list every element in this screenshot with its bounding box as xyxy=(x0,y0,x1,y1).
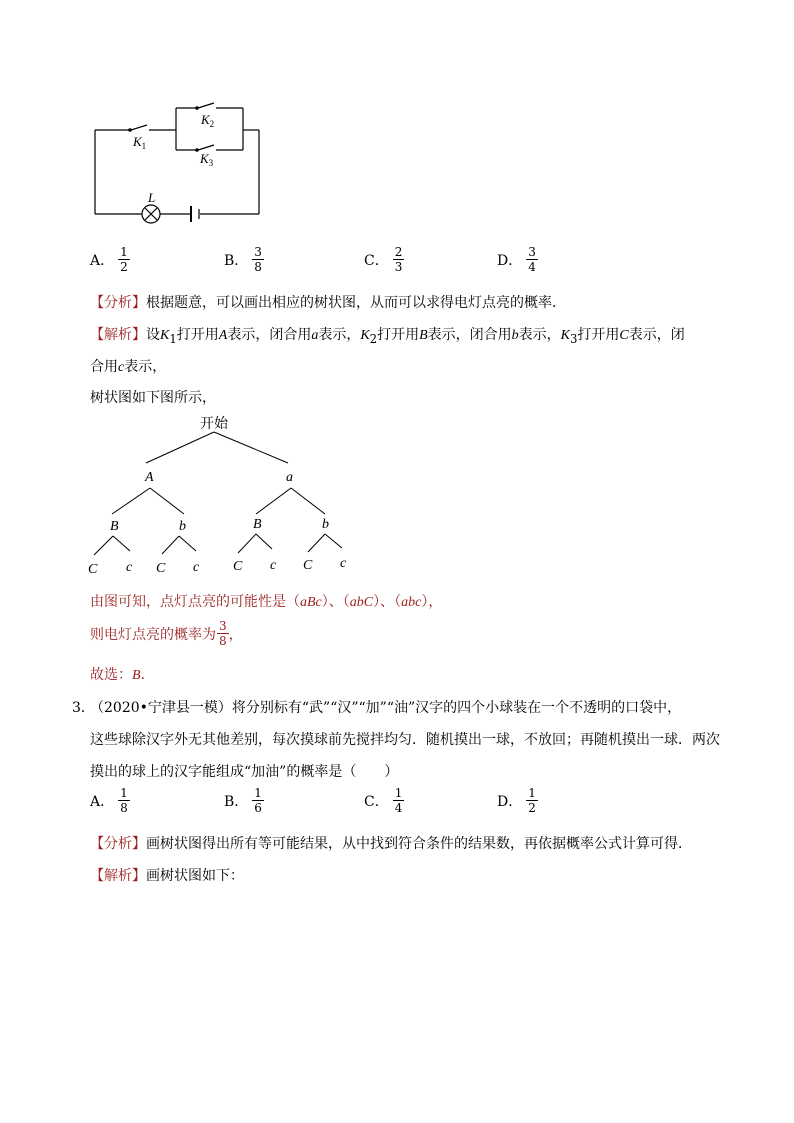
text: ）、（ xyxy=(373,594,402,610)
text: 表示，闭合用 xyxy=(227,327,312,343)
solution-tag: 【解析】 xyxy=(90,868,146,884)
var-k: K xyxy=(360,328,370,343)
q3-line2: 这些球除汉字外无其他差别，每次摸球前先搅拌均匀．随机摸出一球，不放回；再随机摸出一球．两次 xyxy=(90,732,720,748)
analysis-tag: 【分析】 xyxy=(90,295,146,311)
q3-option-b[interactable] xyxy=(224,787,264,814)
text: 表示， xyxy=(518,327,561,343)
var: B xyxy=(132,668,141,683)
k1-label: $K_1$ xyxy=(133,134,147,151)
tree-node: b xyxy=(322,517,329,532)
var: A xyxy=(218,328,228,343)
text: 打开用 xyxy=(377,327,420,343)
option-letter: C． xyxy=(364,252,389,269)
var: C xyxy=(619,328,629,343)
var: abc xyxy=(401,595,422,610)
analysis-text: 画树状图得出所有等可能结果，从中找到符合条件的结果数，再依据概率公式计算可得． xyxy=(146,836,692,852)
analysis-tag: 【分析】 xyxy=(90,836,146,852)
text: ， xyxy=(228,626,243,643)
tree-node: a xyxy=(286,470,293,485)
subscript: 2 xyxy=(369,331,378,346)
q3-option-a[interactable] xyxy=(90,787,130,814)
text: 打开用 xyxy=(176,327,219,343)
text: 设 xyxy=(146,327,160,343)
var: a xyxy=(311,328,319,343)
q2-conclusion2 xyxy=(90,620,243,647)
tree-node: C xyxy=(233,559,243,574)
tree-node: c xyxy=(340,556,347,571)
option-fraction: $\frac{1}{2}$ xyxy=(528,786,536,815)
lamp-label: L xyxy=(148,190,156,205)
option-fraction: $\frac{3}{8}$ xyxy=(254,245,262,274)
q3-solution xyxy=(90,865,244,885)
tree-node: c xyxy=(270,558,277,573)
option-letter: B． xyxy=(224,252,249,269)
option-letter: D． xyxy=(497,793,523,810)
text: 打开用 xyxy=(577,327,620,343)
option-fraction: $\frac{2}{3}$ xyxy=(394,245,403,274)
tree-node: A xyxy=(145,470,154,485)
option-fraction: $\frac{1}{2}$ xyxy=(120,245,128,274)
option-letter: C． xyxy=(364,793,389,810)
option-fraction: $\frac{3}{4}$ xyxy=(528,245,536,274)
analysis-text: 根据题意，可以画出相应的树状图，从而可以求得电灯点亮的概率． xyxy=(146,295,566,311)
var: c xyxy=(118,360,125,375)
tree-node: B xyxy=(253,517,262,532)
option-letter: B． xyxy=(224,793,249,810)
option-letter: A． xyxy=(90,252,115,269)
option-fraction: $\frac{1}{6}$ xyxy=(254,786,262,815)
q2-conclusion1 xyxy=(90,591,442,611)
q3-line1: （2020•宁津县一模）将分别标有“武”“汉”“加”“油”汉字的四个小球装在一个不透明的口袋中， xyxy=(90,700,682,716)
text: ． xyxy=(140,667,155,683)
var: B xyxy=(419,328,428,343)
solution-text: 画树状图如下： xyxy=(146,868,244,884)
option-fraction: $\frac{1}{4}$ xyxy=(394,786,403,815)
tree-node: C xyxy=(156,561,166,576)
option-letter: A． xyxy=(90,793,115,810)
text: 表示， xyxy=(124,359,167,375)
text: 则电灯点亮的概率为 xyxy=(90,626,216,643)
q3-option-d[interactable] xyxy=(497,787,538,814)
q2-answer xyxy=(90,664,155,684)
option-fraction: $\frac{1}{8}$ xyxy=(120,786,128,815)
text: 表示， xyxy=(318,327,361,343)
text: 表示，闭合用 xyxy=(427,327,512,343)
subscript: 3 xyxy=(570,331,578,346)
text: ）、（ xyxy=(321,594,350,610)
tree-node: C xyxy=(88,562,98,577)
tree-node: C xyxy=(303,558,313,573)
text: 故选： xyxy=(90,667,132,683)
var-k: K xyxy=(560,328,570,343)
q3-number: 3． xyxy=(72,700,95,716)
text: ）， xyxy=(421,594,443,610)
var: b xyxy=(511,328,519,343)
var-k: K xyxy=(160,328,170,343)
var: abC xyxy=(349,595,374,610)
q3-line3: 摸出的球上的汉字能组成“加油”的概率是（ ） xyxy=(90,764,399,780)
tree-node: b xyxy=(179,519,186,534)
q3-analysis xyxy=(90,833,692,853)
q2-tree-intro: 树状图如下图所示， xyxy=(90,390,216,406)
probability-fraction: $\frac{3}{8}$ xyxy=(219,619,227,648)
text: 合用 xyxy=(90,359,118,375)
solution-tag: 【解析】 xyxy=(90,327,146,343)
tree-node: c xyxy=(126,560,133,575)
var: aBc xyxy=(300,595,322,610)
tree-root: 开始 xyxy=(200,417,228,432)
k2-label: $K_2$ xyxy=(201,112,215,129)
tree-node: B xyxy=(110,519,119,534)
tree-node: c xyxy=(193,560,200,575)
k3-label: $K_3$ xyxy=(200,151,214,168)
text: 由图可知，点灯点亮的可能性是（ xyxy=(90,594,300,610)
text: 表示，闭 xyxy=(628,327,685,343)
option-letter: D． xyxy=(497,252,523,269)
q3-option-c[interactable] xyxy=(364,787,404,814)
subscript: 1 xyxy=(169,331,177,346)
